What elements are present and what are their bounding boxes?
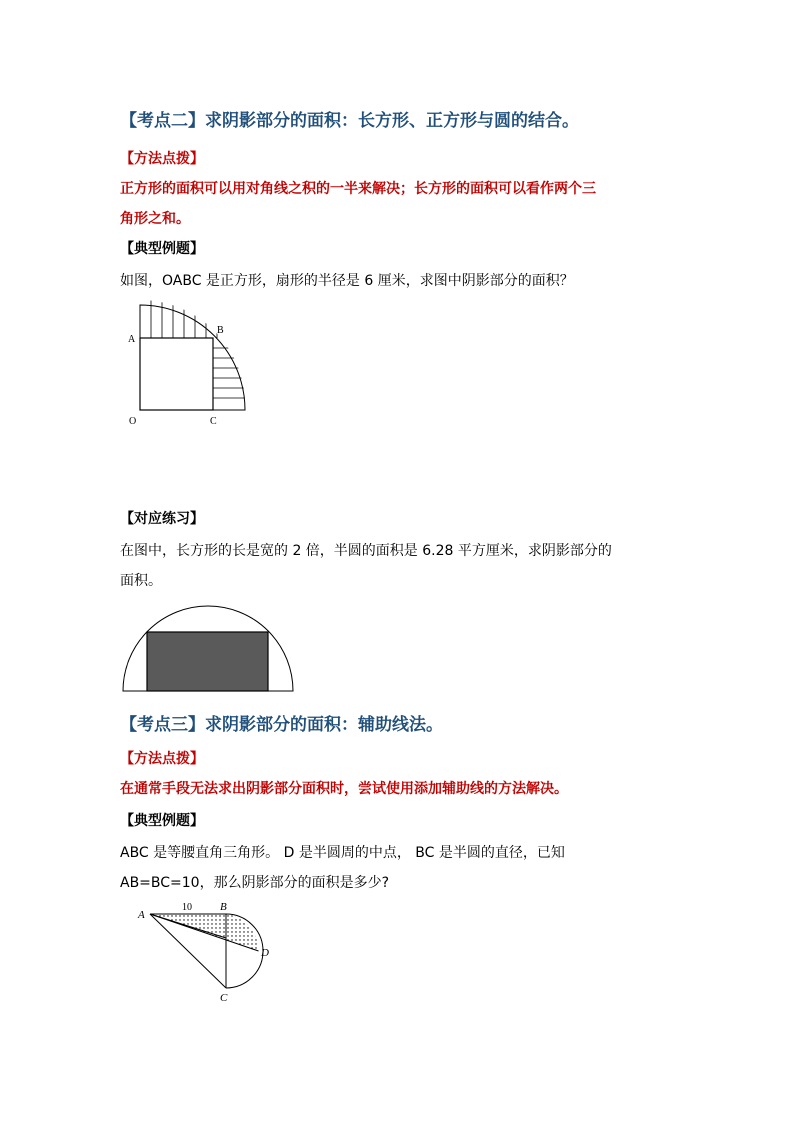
section2-practice-line1: 在图中，长方形的长是宽的 2 倍，半圆的面积是 6.28 平方厘米，求阴影部分的	[120, 543, 612, 559]
section2-example-text: 如图，OABC 是正方形，扇形的半径是 6 厘米，求图中阴影部分的面积？	[120, 273, 574, 289]
section3-example-label: 【典型例题】	[120, 813, 204, 829]
fig3-label-a: A	[138, 909, 145, 921]
fig2-shaded-rectangle	[147, 632, 268, 691]
section2-practice-line2: 面积。	[120, 573, 162, 589]
fig1-hatching	[151, 300, 250, 398]
fig1-label-o: O	[129, 416, 137, 427]
section2-method-label: 【方法点拨】	[120, 151, 204, 167]
fig1-label-b: B	[217, 325, 224, 336]
figure-triangle-semicircle	[130, 898, 280, 1008]
section3-example-line2: AB=BC=10，那么阴影部分的面积是多少?	[120, 875, 390, 891]
section2-method-line2: 角形之和。	[120, 211, 190, 227]
fig3-label-b: B	[220, 901, 227, 913]
section2-heading: 【考点二】求阴影部分的面积：长方形、正方形与圆的结合。	[120, 111, 579, 131]
figure-semicircle-rectangle	[120, 600, 300, 696]
fig1-label-c: C	[210, 416, 217, 427]
figure-square-sector	[120, 300, 260, 440]
section2-practice-label: 【对应练习】	[120, 511, 204, 527]
section2-example-label: 【典型例题】	[120, 241, 204, 257]
fig1-square	[140, 338, 213, 410]
section3-example-line1: ABC 是等腰直角三角形。 D 是半圆周的中点， BC 是半圆的直径，已知	[120, 845, 565, 861]
fig3-label-d: D	[261, 947, 269, 959]
section3-heading: 【考点三】求阴影部分的面积：辅助线法。	[120, 715, 443, 735]
fig3-label-c: C	[220, 992, 228, 1004]
section3-method-label: 【方法点拨】	[120, 751, 204, 767]
section3-method-line1: 在通常手段无法求出阴影部分面积时，尝试使用添加辅助线的方法解决。	[120, 781, 568, 797]
fig3-label-length: 10	[182, 902, 192, 913]
fig1-label-a: A	[128, 334, 136, 345]
section2-method-line1: 正方形的面积可以用对角线之积的一半来解决；长方形的面积可以看作两个三	[120, 181, 596, 197]
